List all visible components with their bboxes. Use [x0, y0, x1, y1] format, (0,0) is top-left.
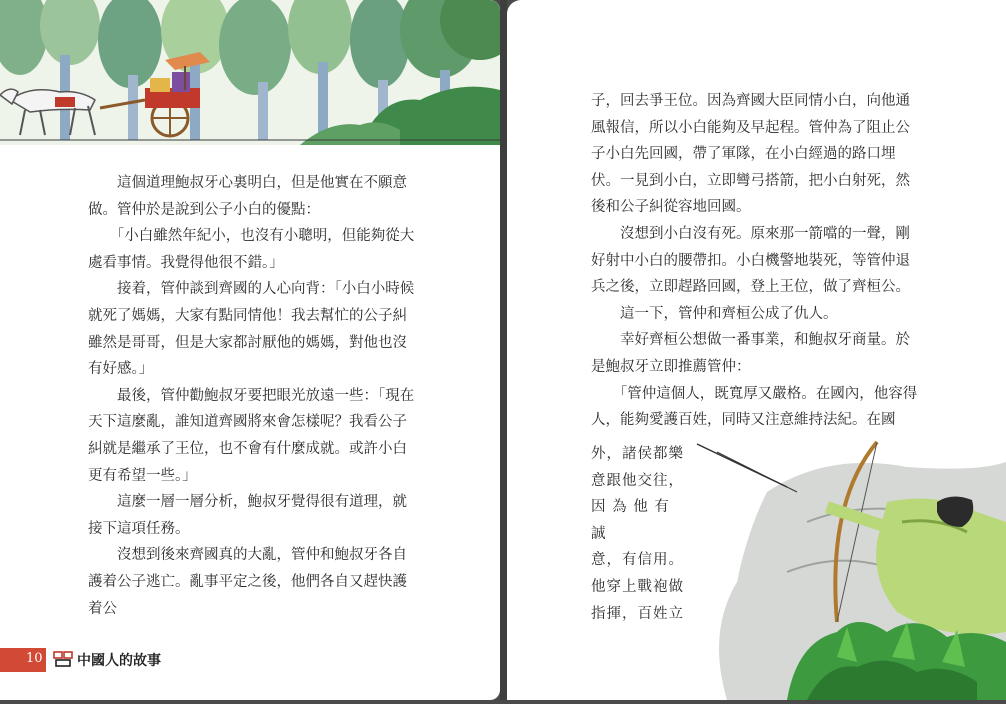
paragraph: 「小白雖然年紀小，也沒有小聰明，但能夠從大處看事情。我覺得他很不錯。」: [88, 228, 415, 271]
text-line: 指揮，百姓立: [591, 605, 684, 622]
book-title: 中國人的故事: [77, 653, 161, 669]
paragraph: 沒想到後來齊國真的大亂，管仲和鮑叔牙各自護着公子逃亡。亂事平定之後，他們各自又趕快護着公: [88, 547, 407, 617]
paragraph: 沒想到小白沒有死。原來那一箭噹的一聲，剛好射中小白的腰帶扣。小白機警地裝死，等管仲退兵之後，立即趕路回國，登上王位，做了齊桓公。: [591, 225, 910, 296]
text-line: 因 為 他 有 誠: [591, 499, 670, 542]
paragraph: 子，回去爭王位。因為齊國大臣同情小白，向他通風報信，所以小白能夠及早起程。管仲為了阻止公子小白先回國，帶了軍隊，在小白經過的路口埋伏。一見到小白，立即彎弓搭箭，把小白射死，然後和公子糾從容地回國。: [591, 93, 910, 216]
page-number: 10: [26, 651, 43, 666]
paragraph: 接着，管仲談到齊國的人心向背：「小白小時候就死了媽媽，大家有點同情他！我去幫忙的公子糾雖然是哥哥，但是大家都討厭他的媽媽，對他也沒有好感。」: [88, 281, 415, 378]
paragraph: 「管仲這個人，既寬厚又嚴格。在國內，他容得人，能夠愛護百姓，同時又注意維持法紀。在國: [591, 385, 918, 429]
text-line: 意跟他交往，: [591, 472, 684, 489]
left-page: [0, 0, 500, 700]
book-gutter: [500, 0, 507, 700]
forest-chariot-illustration: [0, 0, 500, 145]
left-body-text: [88, 170, 421, 622]
text-line: 外，諸侯都樂: [591, 446, 684, 462]
right-narrow-text: [591, 441, 686, 627]
paragraph: 這個道理鮑叔牙心裏明白，但是他實在不願意做。管仲於是說到公子小白的優點：: [88, 175, 407, 218]
archer-illustration: [687, 432, 1006, 704]
right-body-text: [591, 88, 924, 434]
book-logo-icon: [53, 650, 73, 672]
paragraph: 這麼一層一層分析，鮑叔牙覺得很有道理，就接下這項任務。: [88, 494, 407, 537]
paragraph: 這一下，管仲和齊桓公成了仇人。: [591, 305, 838, 322]
text-line: 意，有信用。: [591, 552, 684, 569]
text-line: 他穿上戰袍做: [591, 578, 684, 595]
paragraph: 最後，管仲勸鮑叔牙要把眼光放遠一些：「現在天下這麼亂，誰知道齊國將來會怎樣呢？我看公子糾就是繼承了王位，也不會有什麼成就。或許小白更有希望一些。」: [88, 387, 415, 484]
paragraph: 幸好齊桓公想做一番事業，和鮑叔牙商量。於是鮑叔牙立即推薦管仲：: [591, 332, 910, 375]
